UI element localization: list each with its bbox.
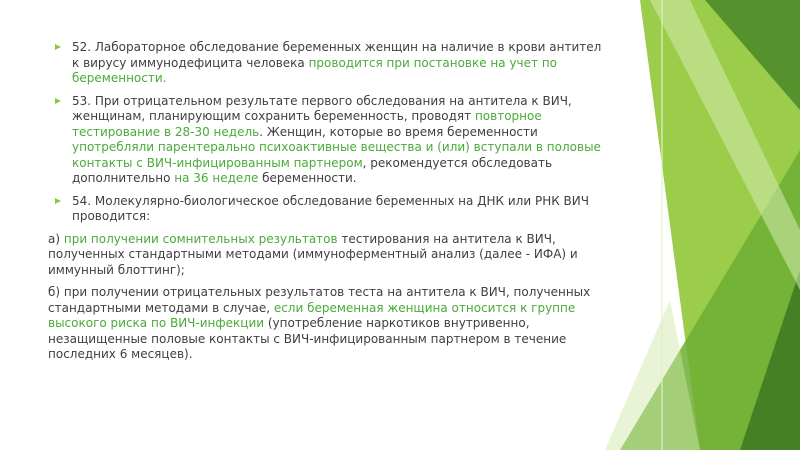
paragraph-text: 52. Лабораторное обследование беременных женщин на наличие в крови антител к вирусу иммунодефицита человека xyxy=(72,40,602,70)
paragraph-text: . Женщин, которые во время беременности xyxy=(259,124,538,139)
paragraph-text: беременности. xyxy=(258,171,357,185)
paragraph xyxy=(48,40,608,87)
highlighted-text: повторное тестирование в 28-30 недель xyxy=(72,109,542,139)
highlighted-text: при получении сомнительных результатов xyxy=(63,231,338,246)
paragraph-text: б) при получении отрицательных результатов теста на антитела к ВИЧ, полученных стандартными методами в случае, xyxy=(48,285,591,315)
paragraph-text: 53. При отрицательном результате первого обследования на антитела к ВИЧ, женщинам, планирующим сохранить беременность, проводят xyxy=(72,93,572,123)
paragraph xyxy=(48,194,608,225)
highlighted-text: если беременная женщина относится к группе высокого риска по ВИЧ-инфекции xyxy=(48,300,576,330)
bullet-arrow-icon xyxy=(55,98,61,104)
paragraph-text: (употребление наркотиков внутривенно, незащищенные половые контакты с ВИЧ-инфицированным партнером в течение последних 6 месяцев). xyxy=(48,316,567,361)
paragraph-text: , рекомендуется обследовать дополнительно xyxy=(72,155,553,185)
bullet-arrow-icon xyxy=(55,44,61,50)
highlighted-text: употребляли парентерально психоактивные вещества и (или) вступали в половые контакты с ВИЧ-инфицированным партнером xyxy=(72,140,601,170)
highlighted-text: проводится при постановке на учет по беременности. xyxy=(72,55,558,85)
paragraph-text: тестирования на антитела к ВИЧ, полученных стандартными методами (иммуноферментный анализ (далее - ИФА) и иммунный блоттинг); xyxy=(48,231,578,277)
highlighted-text: на 36 неделе xyxy=(174,171,259,185)
paragraph xyxy=(48,94,608,187)
paragraph xyxy=(48,285,608,363)
slide-content xyxy=(48,40,608,370)
paragraph xyxy=(48,232,608,279)
bullet-arrow-icon xyxy=(55,198,61,204)
paragraph-text: а) xyxy=(48,231,64,246)
paragraph-text: 54. Молекулярно-биологическое обследование беременных на ДНК или РНК ВИЧ проводится: xyxy=(72,193,589,223)
